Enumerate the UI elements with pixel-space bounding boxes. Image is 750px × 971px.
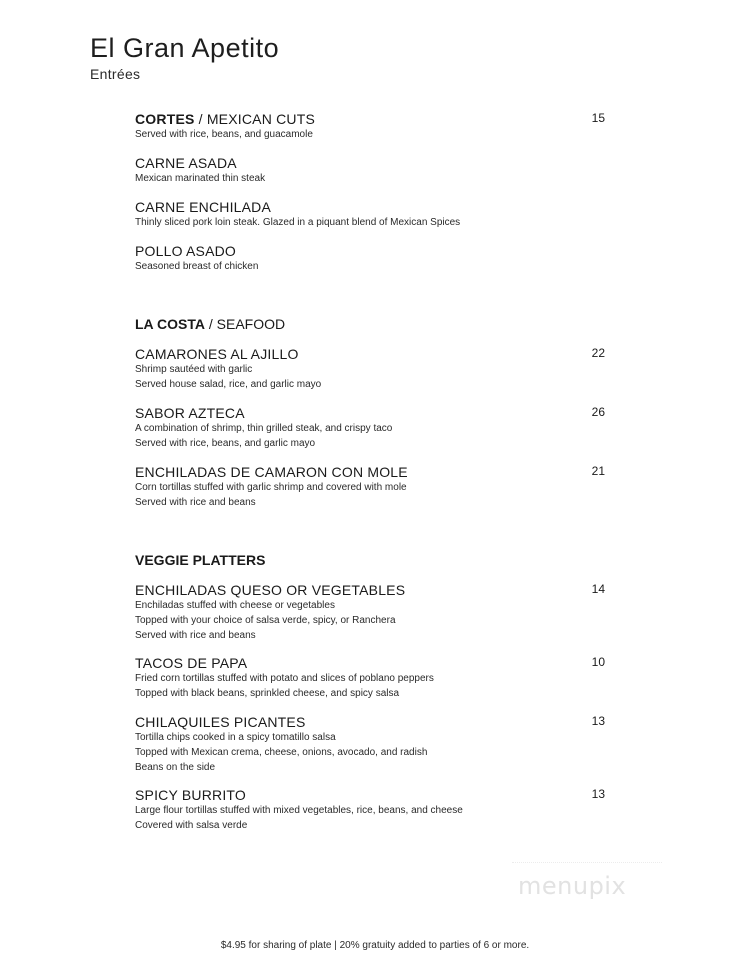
item-desc-line: Fried corn tortillas stuffed with potato and slices of poblano peppers	[135, 673, 434, 684]
item-name: POLLO ASADO	[135, 243, 237, 259]
item-desc-line: A combination of shrimp, thin grilled steak, and crispy taco	[135, 423, 393, 434]
item-desc-line: Thinly sliced pork loin steak. Glazed in a piquant blend of Mexican Spices	[135, 217, 461, 228]
item-desc-line: Topped with black beans, sprinkled cheese, and spicy salsa	[135, 688, 400, 699]
watermark-divider	[512, 862, 662, 863]
item-price: 10	[591, 655, 605, 669]
item-desc-line: Enchiladas stuffed with cheese or vegetables	[135, 600, 335, 611]
section-title-bold: VEGGIE PLATTERS	[135, 552, 266, 568]
item-name: CAMARONES AL AJILLO	[135, 346, 299, 362]
menu-item	[135, 464, 605, 510]
item-desc-line: Large flour tortillas stuffed with mixed vegetables, rice, beans, and cheese	[135, 805, 463, 816]
restaurant-title: El Gran Apetito	[90, 33, 280, 63]
item-price: 22	[591, 346, 605, 360]
item-name: ENCHILADAS QUESO OR VEGETABLES	[135, 582, 406, 598]
menu-item	[135, 155, 605, 186]
menu-item	[135, 405, 605, 451]
item-desc-line: Corn tortillas stuffed with garlic shrimp and covered with mole	[135, 482, 407, 493]
menu-item	[135, 199, 605, 230]
menu-item	[135, 714, 605, 775]
item-name: SABOR AZTECA	[135, 405, 245, 421]
item-name: CHILAQUILES PICANTES	[135, 714, 306, 730]
section-title-bold: LA COSTA	[135, 316, 205, 332]
item-desc-line: Topped with Mexican crema, cheese, onions, avocado, and radish	[135, 747, 428, 758]
menu-item-cortes	[135, 111, 605, 142]
page-subtitle: Entrées	[90, 66, 141, 82]
item-desc-line: Covered with salsa verde	[135, 820, 248, 831]
item-desc-line: Seasoned breast of chicken	[135, 261, 259, 272]
menu-item	[135, 346, 605, 392]
item-name: ENCHILADAS DE CAMARON CON MOLE	[135, 464, 408, 480]
item-name: CARNE ASADA	[135, 155, 237, 171]
section-title-rest: / SEAFOOD	[205, 316, 286, 332]
section-title-rest: / MEXICAN CUTS	[194, 111, 316, 127]
section-title-la-costa	[135, 316, 285, 332]
item-desc-line: Served with rice, beans, and garlic mayo	[135, 438, 316, 449]
item-name: TACOS DE PAPA	[135, 655, 248, 671]
menupix-watermark: menupix	[518, 872, 627, 900]
item-desc-line: Served with rice, beans, and guacamole	[135, 129, 313, 140]
section-title-cortes	[135, 111, 605, 127]
item-desc-line: Tortilla chips cooked in a spicy tomatillo salsa	[135, 732, 336, 743]
item-name: CARNE ENCHILADA	[135, 199, 272, 215]
menu-item	[135, 655, 605, 701]
section-title-bold: CORTES	[135, 111, 195, 127]
item-desc-line: Served house salad, rice, and garlic mayo	[135, 379, 322, 390]
item-price: 21	[591, 464, 605, 478]
section-title-veggie-platters	[135, 552, 265, 568]
item-desc-line: Shrimp sautéed with garlic	[135, 364, 253, 375]
item-desc-line: Mexican marinated thin steak	[135, 173, 266, 184]
menu-item	[135, 787, 605, 833]
item-desc-line: Served with rice and beans	[135, 630, 256, 641]
item-price: 15	[591, 111, 605, 125]
item-desc-line: Topped with your choice of salsa verde, spicy, or Ranchera	[135, 615, 396, 626]
item-desc-line: Beans on the side	[135, 762, 216, 773]
footer-note: $4.95 for sharing of plate | 20% gratuity added to parties of 6 or more.	[220, 940, 530, 951]
menu-item	[135, 243, 605, 274]
item-price: 26	[591, 405, 605, 419]
menu-item	[135, 582, 605, 643]
item-price: 14	[591, 582, 605, 596]
item-desc-line: Served with rice and beans	[135, 497, 256, 508]
item-price: 13	[591, 714, 605, 728]
item-price: 13	[591, 787, 605, 801]
item-name: SPICY BURRITO	[135, 787, 246, 803]
